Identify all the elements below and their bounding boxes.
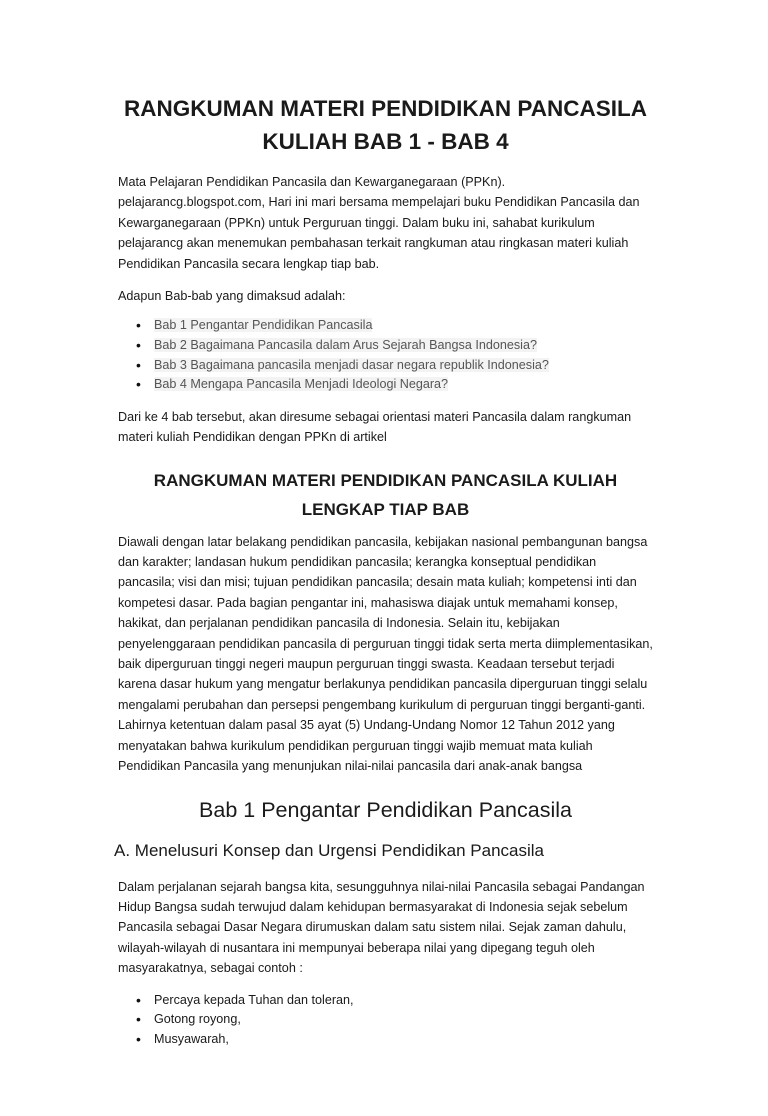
bab1-heading: Bab 1 Pengantar Pendidikan Pancasila (199, 797, 572, 822)
bab-1-link[interactable]: Bab 1 Pengantar Pendidikan Pancasila (154, 318, 373, 333)
list-intro-text: Adapun Bab-bab yang dimaksud adalah: (118, 289, 346, 304)
bab-list-item[interactable] (138, 356, 653, 376)
document-page (0, 92, 768, 1116)
section-heading: RANGKUMAN MATERI PENDIDIKAN PANCASILA KULIAH LENGKAP TIAP BAB (153, 470, 618, 519)
value-list-item: • Gotong royong, (138, 1010, 653, 1030)
value-list-item: • Percaya kepada Tuhan dan toleran, (138, 991, 653, 1011)
summary-paragraph: Dari ke 4 bab tersebut, akan diresume sebagai orientasi materi Pancasila dalam rangkuman materi kuliah Pendidikan dengan PPKn di artikel (118, 409, 632, 445)
bab-list-item[interactable] (138, 336, 653, 356)
bab-link-list (118, 316, 653, 394)
bab-list-item[interactable] (138, 375, 653, 395)
bab-4-link[interactable]: Bab 4 Mengapa Pancasila Menjadi Ideologi Negara? (154, 377, 449, 392)
bab-3-link[interactable]: Bab 3 Bagaimana pancasila menjadi dasar negara republik Indonesia? (154, 357, 549, 372)
subsection-paragraph: Dalam perjalanan sejarah bangsa kita, sesungguhnya nilai-nilai Pancasila sebagai Pandangan Hidup Bangsa sudah terwujud dalam kehidupan bermasyarakat di Indonesia sejak sebelum Pancasila sebagai Dasar Negara dirumuskan dalam satu sistem nilai. Sejak zaman dahulu, wilayah-wilayah di nusantara ini mempunyai beberapa nilai yang dipegang teguh oleh masyarakatnya, sebagai contoh : (118, 879, 645, 976)
bab-2-link[interactable]: Bab 2 Bagaimana Pancasila dalam Arus Sejarah Bangsa Indonesia? (154, 338, 537, 353)
subheading-a: A. Menelusuri Konsep dan Urgensi Pendidikan Pancasila (114, 840, 544, 860)
document-title: RANGKUMAN MATERI PENDIDIKAN PANCASILA KULIAH BAB 1 - BAB 4 (124, 96, 647, 154)
bab-list-item[interactable] (138, 316, 653, 336)
value-list-item: • Musyawarah, (138, 1030, 653, 1050)
values-list (118, 991, 653, 1050)
section-paragraph: Diawali dengan latar belakang pendidikan pancasila, kebijakan nasional pembangunan bangsa dan karakter; landasan hukum pendidikan pancasila; kerangka konseptual pendidikan pancasila; visi dan misi; tujuan pendidikan pancasila; desain mata kuliah; kompetensi inti dan kompetesi dasar. Pada bagian pengantar ini, mahasiswa diajak untuk memahami konsep, hakikat, dan perjalanan pendidikan pancasila di Indonesia. Selain itu, kebijakan penyelenggaraan pendidikan pancasila di perguruan tinggi tidak serta merta diimplementasikan, baik diperguruan tinggi negeri maupun perguruan tinggi swasta. Keadaan tersebut terjadi karena dasar hukum yang mengatur berlakunya pendidikan pancasila diperguruan tinggi selalu mengalami perubahan dan persepsi pengembang kurikulum di perguruan tinggi berganti-ganti. Lahirnya ketentuan dalam pasal 35 ayat (5) Undang-Undang Nomor 12 Tahun 2012 yang menyatakan bahwa kurikulum pendidikan perguruan tinggi wajib memuat mata kuliah Pendidikan Pancasila yang menunjukan nilai-nilai pancasila dari anak-anak bangsa (118, 534, 653, 774)
intro-paragraph: Mata Pelajaran Pendidikan Pancasila dan Kewarganegaraan (PPKn). pelajarancg.blogspot.com, Hari ini mari bersama mempelajari buku Pendidikan Pancasila dan Kewarganegaraan (PPKn) untuk Perguruan tinggi. Dalam buku ini, sahabat kurikulum pelajarancg akan menemukan pembahasan terkait rangkuman atau ringkasan materi kuliah Pendidikan Pancasila secara lengkap tiap bab. (118, 175, 640, 271)
